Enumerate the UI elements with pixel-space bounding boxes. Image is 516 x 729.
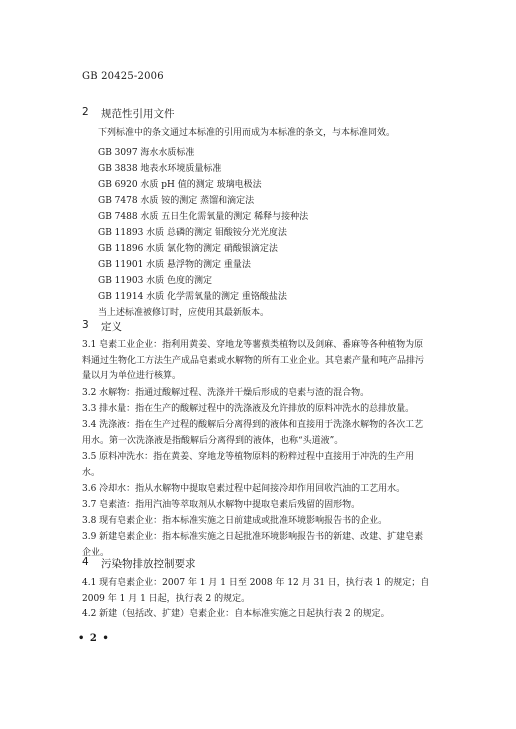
reference-item: GB 11893 水质 总磷的测定 钼酸铵分光光度法 — [98, 228, 287, 238]
section-2-number: 2 — [82, 106, 89, 118]
reference-list — [98, 145, 458, 321]
reference-item: GB 11901 水质 悬浮物的测定 重量法 — [98, 260, 251, 270]
section-2-intro: 下列标准中的条文通过本标准的引用而成为本标准的条文，与本标准同效。 — [98, 128, 396, 138]
definition-3-7: 3.7 皂素渣：指用汽油等萃取剂从水解物中提取皂素后残留的固形物。 — [82, 500, 361, 510]
definition-3-2: 3.2 水解物：指通过酸解过程、洗涤并干燥后形成的皂素与渣的混合物。 — [82, 388, 370, 398]
reference-item: GB 7478 水质 铵的测定 蒸馏和滴定法 — [98, 196, 255, 206]
requirement-4-2: 4.2 新建（包括改、扩建）皂素企业：自本标准实施之日起执行表 2 的规定。 — [82, 609, 390, 619]
definition-3-3: 3.3 排水量：指在生产的酸解过程中的洗涤液及允许排放的原料冲洗水的总排放量。 — [82, 404, 415, 414]
definition-3-9: 3.9 新建皂素企业：指本标准实施之日起批准环境影响报告书的新建、改建、扩建皂素企业。 — [82, 532, 424, 558]
reference-item: GB 3838 地表水环境质量标准 — [98, 164, 222, 174]
reference-item: GB 11896 水质 氯化物的测定 硝酸银滴定法 — [98, 244, 278, 254]
section-4-title: 污染物排放控制要求 — [101, 558, 196, 570]
section-4-number: 4 — [82, 556, 89, 568]
reference-closing: 当上述标准被修订时，应使用其最新版本。 — [98, 308, 270, 318]
reference-item: GB 7488 水质 五日生化需氧量的测定 稀释与接种法 — [98, 212, 309, 222]
requirement-4-1: 4.1 现有皂素企业：2007 年 1 月 1 日至 2008 年 12 月 31 日，执行表 1 的规定；自 2009 年 1 月 1 日起，执行表 2 的规定。 — [82, 578, 430, 604]
section-2-title: 规范性引用文件 — [101, 108, 175, 120]
definition-3-1: 3.1 皂素工业企业：指利用黄姜、穿地龙等薯蓣类植物以及剑麻、番麻等各种植物为原料通过生物化工方法生产成品皂素或水解物的所有工业企业。其皂素产量和吨产品排污量以月为单位进行核算。 — [82, 340, 425, 381]
section-3-title: 定义 — [101, 321, 122, 333]
definition-3-5: 3.5 原料冲洗水：指在黄姜、穿地龙等植物原料的粉粹过程中直接用于冲洗的生产用水。 — [82, 452, 415, 478]
section-3-number: 3 — [82, 319, 89, 331]
definition-3-4: 3.4 洗涤液：指在生产过程的酸解后分离得到的液体和直接用于洗涤水解物的各次工艺用水。第一次洗涤液是指酸解后分离得到的液体，也称“头道液”。 — [82, 420, 424, 446]
page-number: • 2 • — [78, 633, 110, 644]
standard-code: GB 20425-2006 — [82, 71, 164, 82]
definition-3-6: 3.6 冷却水：指从水解物中提取皂素过程中起间接冷却作用回收汽油的工艺用水。 — [82, 484, 406, 494]
definition-3-8: 3.8 现有皂素企业：指本标准实施之日前建成或批准环境影响报告书的企业。 — [82, 516, 388, 526]
reference-item: GB 3097 海水水质标准 — [98, 148, 195, 158]
reference-item: GB 11914 水质 化学需氧量的测定 重铬酸盐法 — [98, 292, 287, 302]
reference-item: GB 11903 水质 色度的测定 — [98, 276, 213, 286]
reference-item: GB 6920 水质 pH 值的测定 玻璃电极法 — [98, 180, 262, 190]
